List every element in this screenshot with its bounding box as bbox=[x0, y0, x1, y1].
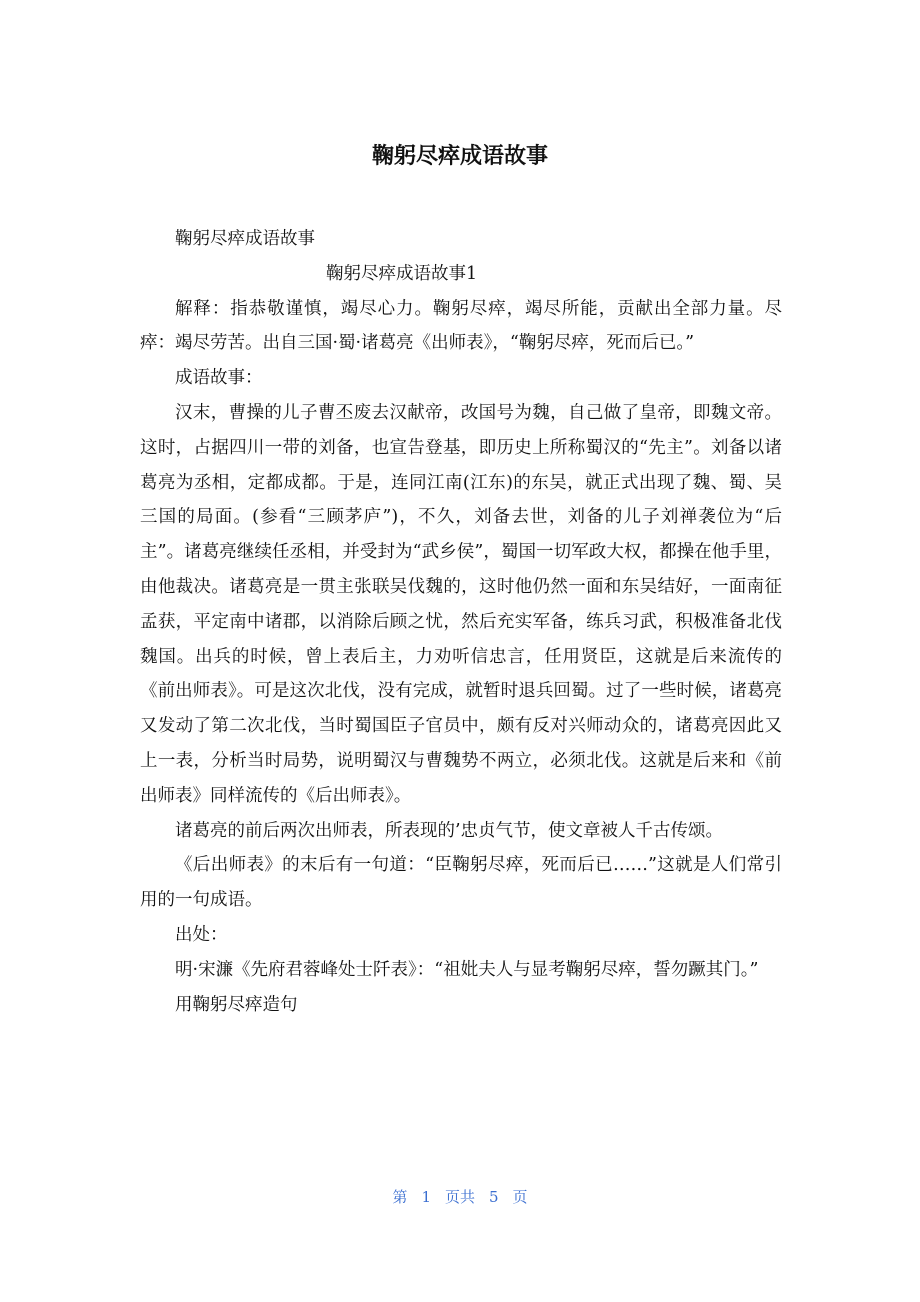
footer-current-page: 1 bbox=[421, 1188, 431, 1206]
paragraph-explanation: 解释：指恭敬谨慎，竭尽心力。鞠躬尽瘁，竭尽所能，贡献出全部力量。尽瘁：竭尽劳苦。出自三国·蜀·诸葛亮《出师表》，“鞠躬尽瘁，死而后已。” bbox=[140, 298, 782, 354]
paragraph-section-title: 鞠躬尽瘁成语故事1 bbox=[326, 263, 478, 284]
footer-label-end: 页 bbox=[512, 1188, 528, 1206]
paragraph-quote: 《后出师表》的末后有一句道：“臣鞠躬尽瘁，死而后已……”这就是人们常引用的一句成语。 bbox=[140, 855, 782, 911]
document-body bbox=[140, 222, 782, 1022]
paragraph-heading: 鞠躬尽瘁成语故事 bbox=[175, 229, 315, 249]
paragraph-praise: 诸葛亮的前后两次出师表，所表现的’忠贞气节，使文章被人千古传颂。 bbox=[175, 820, 724, 841]
paragraph-example-label: 用鞠躬尽瘁造句 bbox=[175, 994, 298, 1015]
footer-label-of: 页共 bbox=[444, 1188, 475, 1206]
paragraph-story-label: 成语故事： bbox=[175, 368, 263, 389]
paragraph-story: 汉末，曹操的儿子曹丕废去汉献帝，改国号为魏，自己做了皇帝，即魏文帝。这时，占据四川一带的刘备，也宣告登基，即历史上所称蜀汉的“先主”。刘备以诸葛亮为丞相，定都成都。于是，连同江南(江东)的东吴，就正式出现了魏、蜀、吴三国的局面。(参看“三顾茅庐”)，不久，刘备去世，刘备的儿子刘禅袭位为“后主”。诸葛亮继续任丞相，并受封为“武乡侯”，蜀国一切军政大权，都操在他手里，由他裁决。诸葛亮是一贯主张联吴伐魏的，这时他仍然一面和东吴结好，一面南征孟获，平定南中诸郡，以消除后顾之忧，然后充实军备，练兵习武，积极准备北伐魏国。出兵的时候，曾上表后主，力劝听信忠言，任用贤臣，这就是后来流传的《前出师表》。可是这次北伐，没有完成，就暂时退兵回蜀。过了一些时候，诸葛亮又发动了第二次北伐，当时蜀国臣子官员中，颇有反对兴师动众的，诸葛亮因此又上一表，分析当时局势，说明蜀汉与曹魏势不两立，必须北伐。这就是后来和《前出师表》同样流传的《后出师表》。 bbox=[140, 402, 782, 806]
footer-total-pages: 5 bbox=[489, 1188, 499, 1206]
paragraph-source: 明·宋濂《先府君蓉峰处士阡表》：“祖妣夫人与显考鞠躬尽瘁，誓勿蹶其门。” bbox=[175, 959, 759, 980]
paragraph-source-label: 出处： bbox=[175, 924, 228, 945]
document-title: 鞠躬尽瘁成语故事 bbox=[371, 144, 548, 169]
page-footer bbox=[0, 1186, 920, 1208]
footer-label-page: 第 bbox=[392, 1188, 408, 1206]
